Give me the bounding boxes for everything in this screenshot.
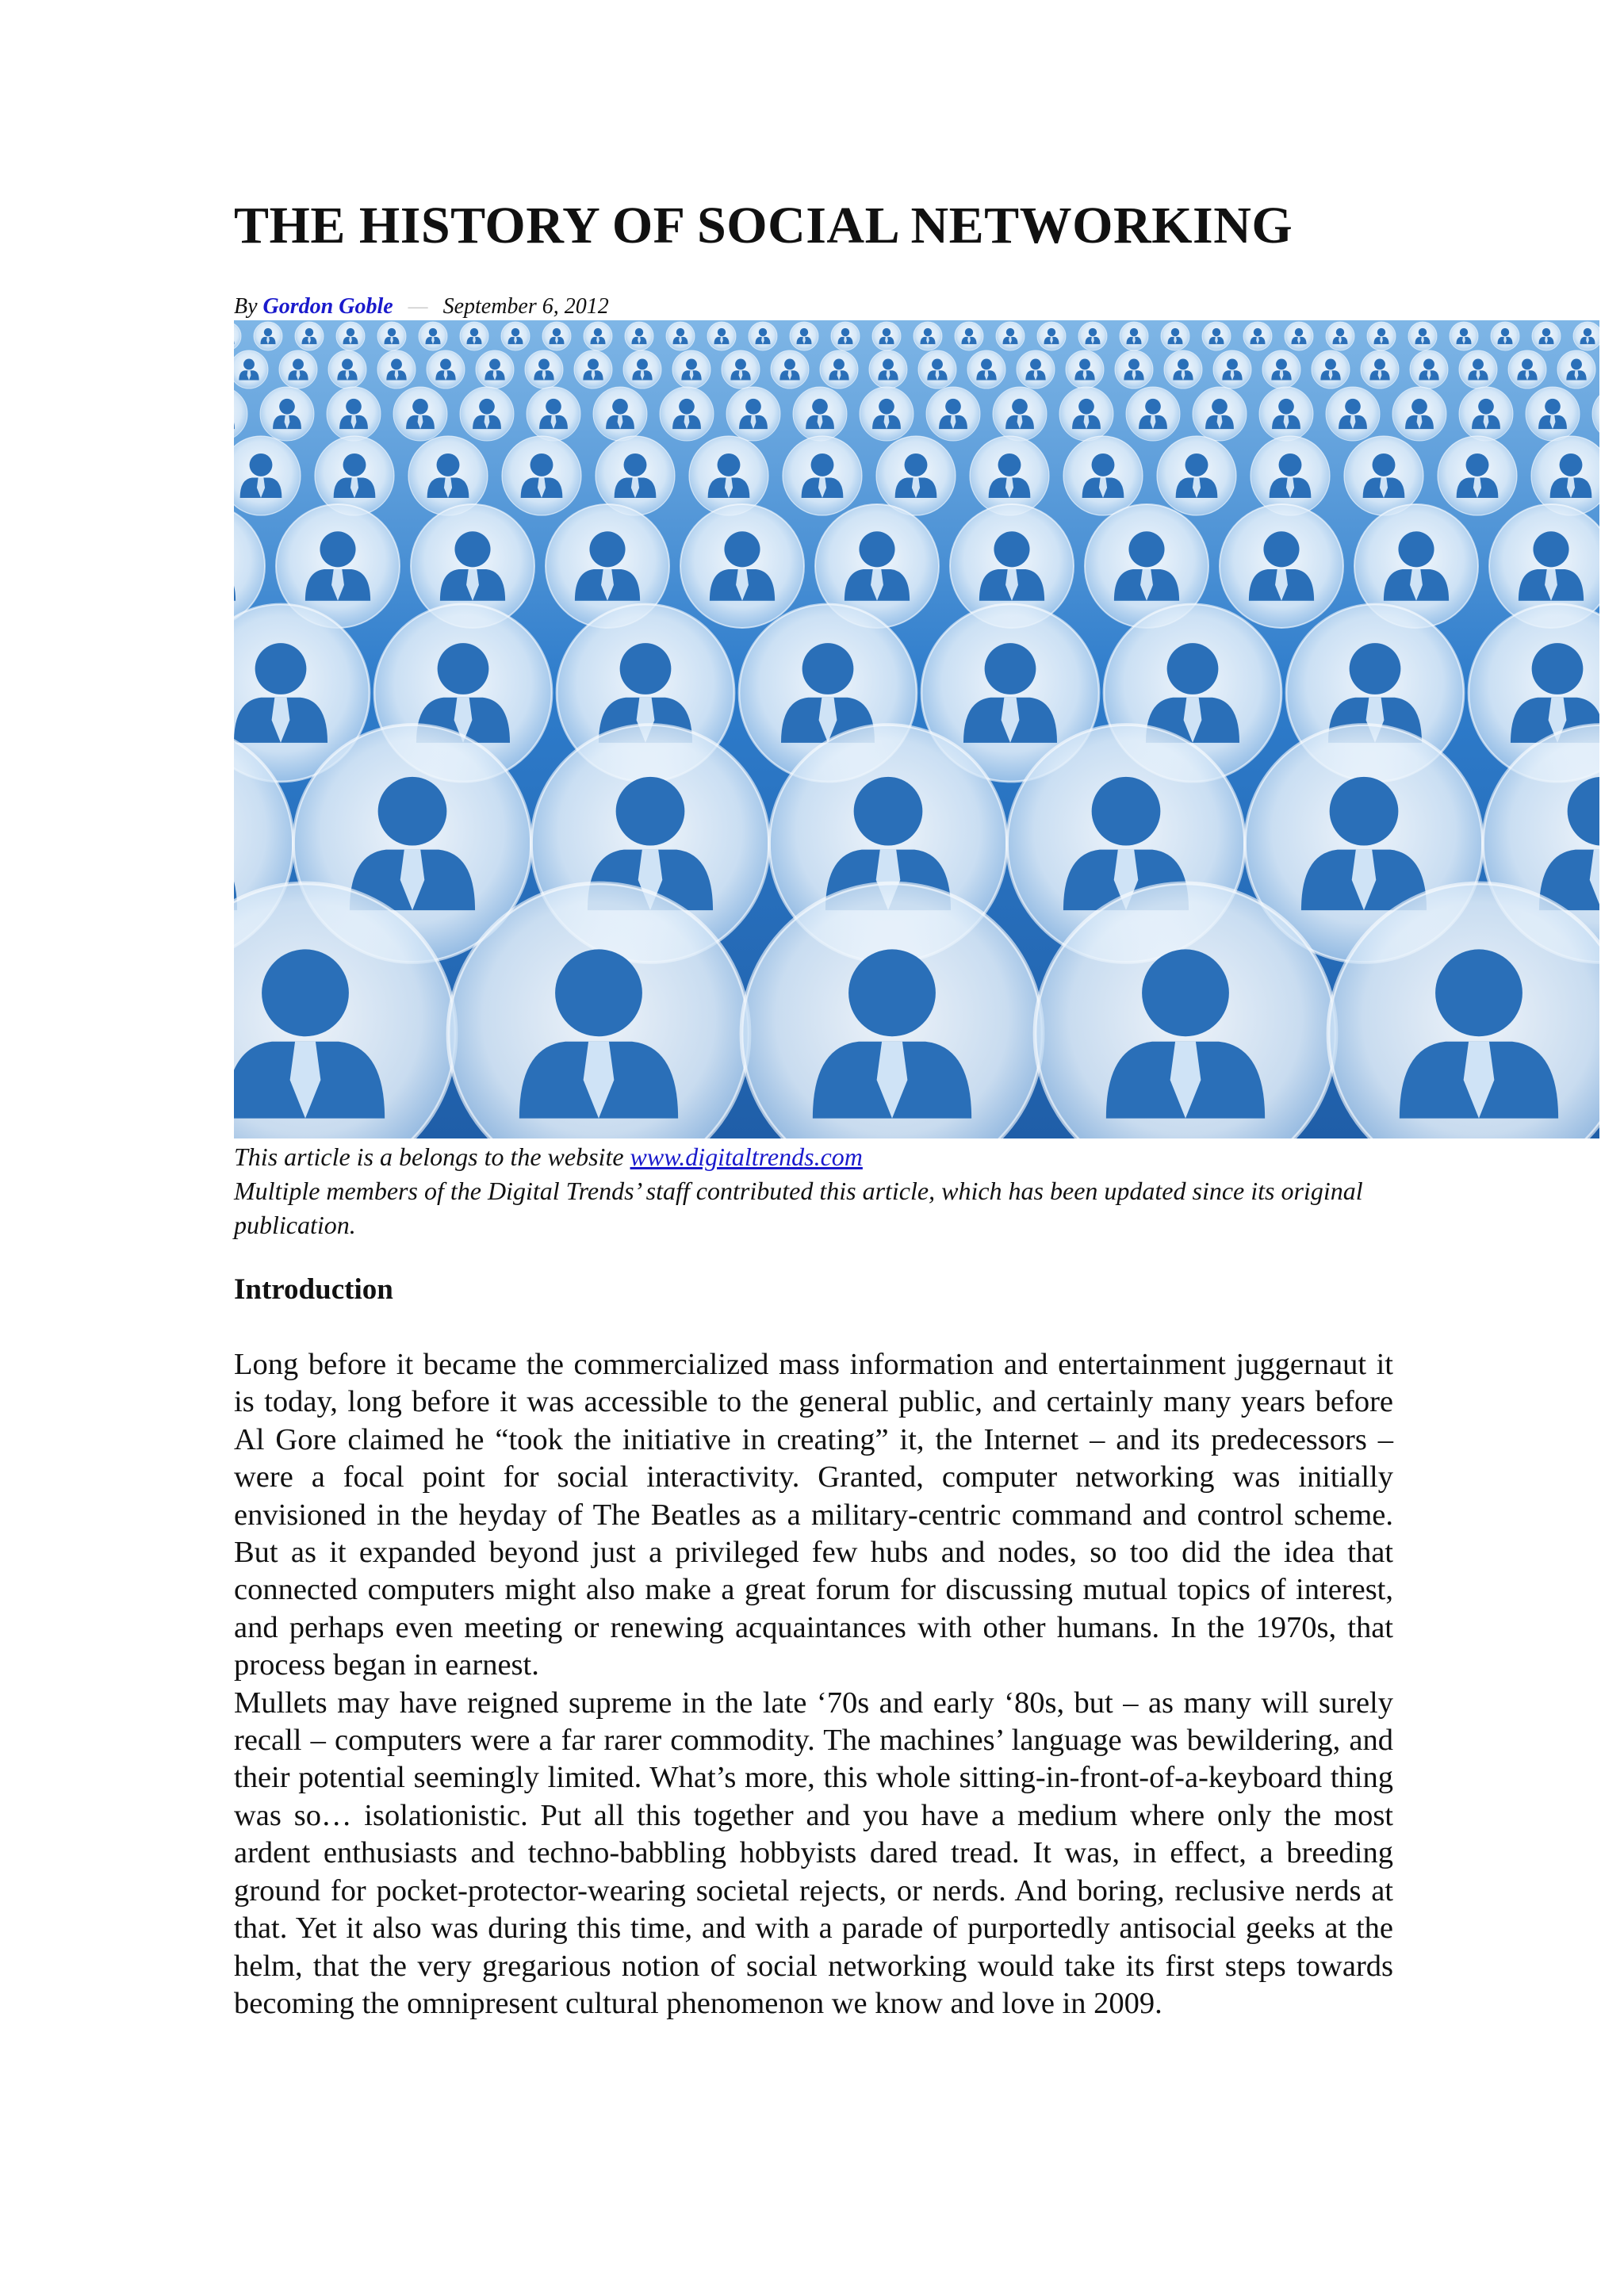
person-bubble-icon: [1120, 322, 1148, 350]
person-bubble-icon: [501, 322, 530, 350]
person-bubble-icon: [327, 387, 381, 441]
person-bubble-icon: [377, 322, 406, 350]
person-bubble-icon: [1220, 504, 1343, 628]
person-bubble-icon: [993, 387, 1047, 441]
person-bubble-icon: [955, 322, 983, 350]
person-bubble-icon: [783, 436, 862, 515]
person-bubble-icon: [1312, 350, 1350, 388]
person-bubble-icon: [918, 350, 956, 388]
person-bubble-icon: [726, 387, 780, 441]
person-bubble-icon: [502, 436, 581, 515]
person-bubble-icon: [542, 322, 571, 350]
person-bubble-icon: [872, 322, 901, 350]
person-bubble-icon: [1367, 322, 1396, 350]
person-bubble-icon: [1157, 436, 1236, 515]
person-bubble-icon: [527, 387, 580, 441]
person-bubble-icon: [1251, 436, 1330, 515]
person-bubble-icon: [1410, 350, 1448, 388]
person-bubble-icon: [1193, 387, 1247, 441]
caption-prefix: This article is a belongs to the website: [234, 1142, 624, 1171]
person-bubble-icon: [680, 504, 804, 628]
caption-line-1: [234, 1140, 1396, 1174]
person-bubble-icon: [295, 322, 324, 350]
source-link[interactable]: www.digitaltrends.com: [630, 1142, 863, 1171]
person-bubble-icon: [476, 350, 514, 388]
person-bubble-icon: [1526, 387, 1580, 441]
person-bubble-icon: [914, 322, 942, 350]
publish-date: September 6, 2012: [442, 294, 609, 319]
person-bubble-icon: [1508, 350, 1546, 388]
person-bubble-icon: [393, 387, 447, 441]
person-bubble-icon: [1450, 322, 1478, 350]
person-bubble-icon: [1063, 436, 1143, 515]
person-bubble-icon: [328, 350, 366, 388]
person-bubble-icon: [860, 387, 914, 441]
person-bubble-icon: [1115, 350, 1153, 388]
person-bubble-icon: [419, 322, 447, 350]
person-bubble-icon: [1202, 322, 1231, 350]
person-bubble-icon: [876, 436, 956, 515]
person-bubble-icon: [1078, 322, 1107, 350]
person-bubble-icon: [1344, 436, 1423, 515]
person-bubble-icon: [1059, 387, 1113, 441]
person-bubble-icon: [1459, 387, 1513, 441]
person-bubble-icon: [820, 350, 858, 388]
person-bubble-icon: [574, 350, 612, 388]
person-bubble-icon: [672, 350, 710, 388]
person-bubble-icon: [460, 322, 488, 350]
person-bubble-icon: [1408, 322, 1437, 350]
person-bubble-icon: [336, 322, 365, 350]
person-bubble-icon: [260, 387, 314, 441]
person-bubble-icon: [1459, 350, 1497, 388]
author-link[interactable]: Gordon Goble: [262, 294, 393, 319]
hero-image: [234, 320, 1599, 1138]
body-paragraph: Long before it became the commercialized mass information and entertainment juggernaut it is today, long before it was accessible to the general public, and certainly many years before Al Gore claimed he “took the initiative in creating” it, the Internet – and its predecessors – were a focal point for social interactivity. Granted, computer networking was initially envisioned in the heyday of The Beatles as a military-centric command and control scheme. But as it expanded beyond just a privileged few hubs and nodes, so too did the idea that connected computers might also make a great forum for discussing mutual topics of interest, and perhaps even meeting or renewing acquaintances with other humans. In the 1970s, that process began in earnest.: [234, 1348, 1393, 1682]
person-bubble-icon: [623, 350, 661, 388]
person-bubble-icon: [315, 436, 394, 515]
caption-line-2: Multiple members of the Digital Trends’ staff contributed this article, which has been updated since its original publication.: [234, 1177, 1363, 1239]
person-bubble-icon: [1491, 322, 1519, 350]
person-bubble-icon: [625, 322, 653, 350]
person-bubble-icon: [408, 436, 488, 515]
person-bubble-icon: [1243, 322, 1272, 350]
person-bubble-icon: [1361, 350, 1399, 388]
article-body: [234, 1346, 1393, 2022]
person-bubble-icon: [790, 322, 818, 350]
person-bubble-icon: [427, 350, 465, 388]
article-title: THE HISTORY OF SOCIAL NETWORKING: [234, 197, 1293, 254]
person-bubble-icon: [869, 350, 907, 388]
person-bubble-icon: [1213, 350, 1251, 388]
person-bubble-icon: [1017, 350, 1055, 388]
person-bubble-icon: [1164, 350, 1202, 388]
person-bubble-icon: [1557, 350, 1595, 388]
person-bubble-icon: [1326, 322, 1354, 350]
person-bubble-icon: [584, 322, 612, 350]
person-bubble-icon: [1285, 322, 1313, 350]
person-bubble-icon: [1438, 436, 1517, 515]
person-bubble-icon: [593, 387, 647, 441]
person-bubble-icon: [831, 322, 860, 350]
person-bubble-icon: [234, 350, 268, 388]
person-bubble-icon: [1392, 387, 1446, 441]
person-bubble-icon: [722, 350, 760, 388]
byline-prefix: By: [234, 294, 258, 319]
person-bubble-icon: [996, 322, 1025, 350]
body-paragraph: Mullets may have reigned supreme in the late ‘70s and early ‘80s, but – as many will surely recall – computers were a far rarer commodity. The machines’ language was bewildering, and their potential seemingly limited. What’s more, this whole sitting-in-front-of-a-keyboard thing was so… isolationistic. Put all this together and you have a medium where only the most ardent enthusiasts and techno-babbling hobbyists dared tread. It was, in effect, a breeding ground for pocket-protector-wearing societal rejects, or nerds. And boring, reclusive nerds at that. Yet it also was during this time, and with a parade of purportedly antisocial geeks at the helm, that the very gregarious notion of social networking would take its first steps towards becoming the omnipresent cultural phenomenon we know and love in 2009.: [234, 1686, 1393, 2020]
person-bubble-icon: [967, 350, 1005, 388]
person-bubble-icon: [926, 387, 980, 441]
person-bubble-icon: [1259, 387, 1313, 441]
person-bubble-icon: [460, 387, 514, 441]
person-bubble-icon: [793, 387, 847, 441]
person-bubble-icon: [525, 350, 563, 388]
person-bubble-icon: [1326, 387, 1380, 441]
person-bubble-icon: [970, 436, 1049, 515]
person-bubble-icon: [1161, 322, 1189, 350]
person-bubble-icon: [1066, 350, 1104, 388]
person-bubble-icon: [1037, 322, 1066, 350]
person-bubble-icon: [707, 322, 736, 350]
hero-bubble-field: [234, 322, 1599, 1138]
person-bubble-icon: [771, 350, 809, 388]
person-bubble-icon: [279, 350, 317, 388]
person-bubble-icon: [666, 322, 695, 350]
person-bubble-icon: [749, 322, 777, 350]
byline: [234, 293, 609, 320]
section-heading: Introduction: [234, 1273, 393, 1306]
person-bubble-icon: [1532, 322, 1561, 350]
person-bubble-icon: [1126, 387, 1180, 441]
image-caption: [234, 1140, 1396, 1242]
person-bubble-icon: [377, 350, 416, 388]
person-bubble-icon: [254, 322, 282, 350]
person-bubble-icon: [1573, 322, 1599, 350]
person-bubble-icon: [596, 436, 675, 515]
person-bubble-icon: [660, 387, 714, 441]
person-bubble-icon: [689, 436, 768, 515]
person-bubble-icon: [1262, 350, 1300, 388]
byline-separator: —: [408, 294, 428, 319]
